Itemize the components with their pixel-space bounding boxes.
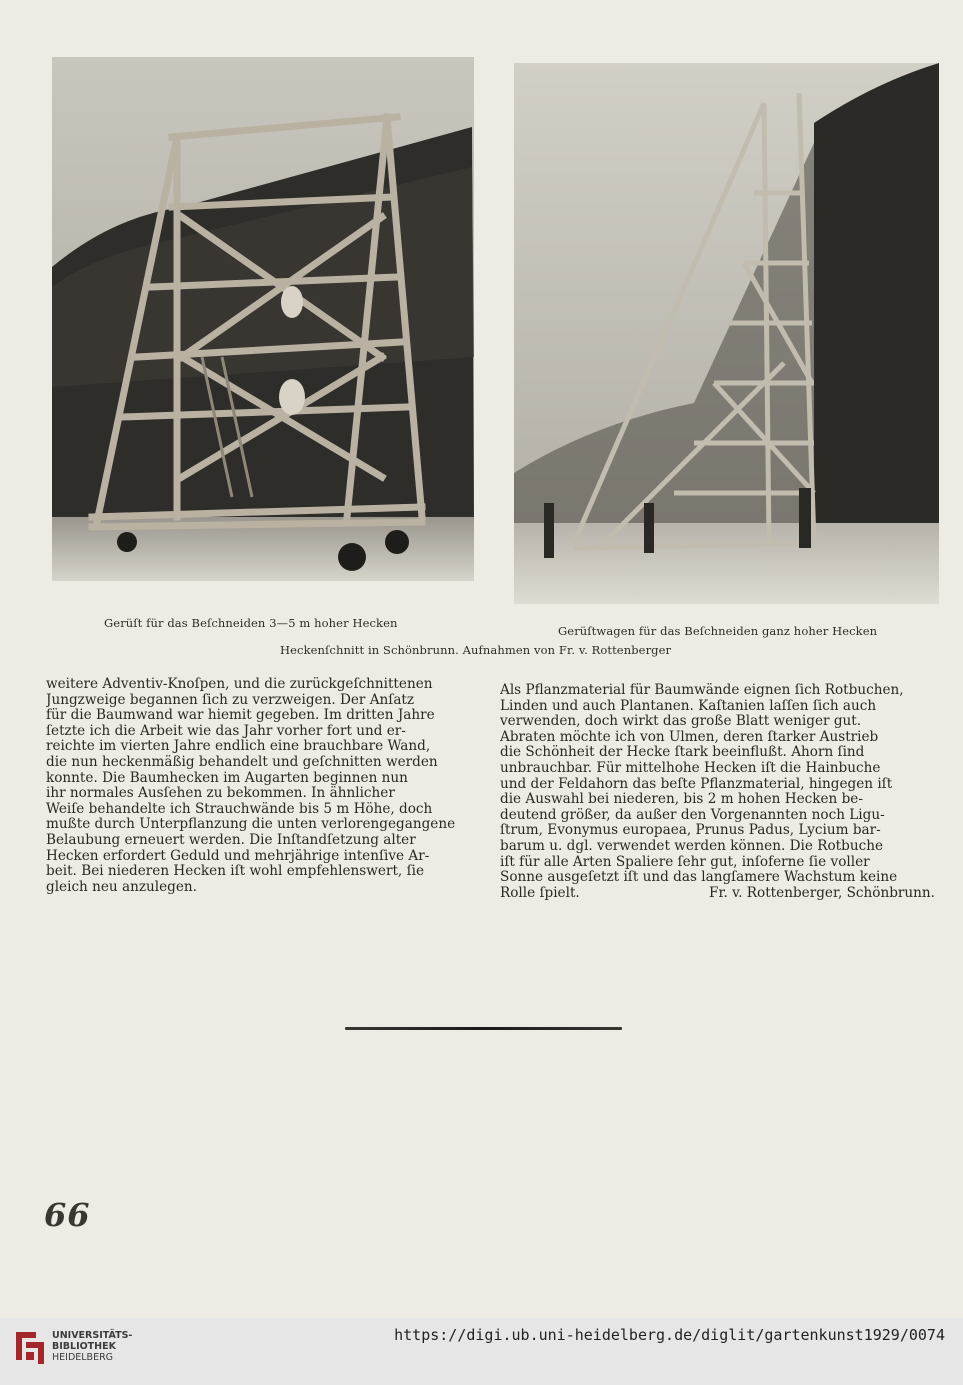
caption-right-photo: Gerüſtwagen für das Beſchneiden ganz hoher Hecken	[558, 624, 878, 638]
text-line: und der Feldahorn das beſte Pflanzmaterial, hingegen iſt	[500, 776, 893, 792]
text-line: barum u. dgl. verwendet werden können. Die Rotbuche	[500, 838, 883, 854]
source-url-link[interactable]: https://digi.ub.uni-heidelberg.de/diglit/gartenkunst1929/0074	[394, 1326, 945, 1344]
text-line: gleich neu anzulegen.	[46, 879, 197, 895]
text-line: die Auswahl bei niederen, bis 2 m hohen Hecken be-	[500, 792, 863, 808]
text-line: Jungzweige begannen ſich zu verzweigen. Der Anſatz	[46, 692, 415, 708]
page-number: 66	[44, 1196, 91, 1234]
text-line: ſtrum, Evonymus europaea, Prunus Padus, Lycium bar-	[500, 823, 881, 839]
text-line: Belaubung erneuert werden. Die Inſtandſetzung alter	[46, 832, 416, 848]
text-line: verwenden, doch wirkt das große Blatt weniger gut.	[500, 714, 862, 730]
text-line: für die Baumwand war hiemit gegeben. Im dritten Jahre	[46, 708, 435, 724]
caption-shared: Heckenſchnitt in Schönbrunn. Aufnahmen von Fr. v. Rottenberger	[280, 643, 672, 657]
text-line: reichte im vierten Jahre endlich eine brauchbare Wand,	[46, 739, 431, 755]
text-line: ihr normales Ausſehen zu bekommen. In ähnlicher	[46, 786, 395, 802]
text-line: iſt für alle Arten Spaliere ſehr gut, inſoferne ſie voller	[500, 854, 870, 870]
text-line: die nun heckenmäßig behandelt und geſchnitten werden	[46, 754, 438, 770]
text-line: weitere Adventiv-Knoſpen, und die zurückgeſchnittenen	[46, 677, 433, 692]
library-logo-icon[interactable]	[12, 1326, 48, 1366]
scaffold-photo-right	[514, 63, 939, 604]
closing-line	[500, 886, 935, 902]
text-line: Sonne ausgeſetzt iſt und das langſamere Wachstum keine	[500, 870, 898, 886]
text-line: Hecken erfordert Geduld und mehrjährige intenſive Ar-	[46, 848, 430, 864]
text-line: konnte. Die Baumhecken im Augarten beginnen nun	[46, 770, 408, 786]
text-line: die Schönheit der Hecke ſtark beeinflußt. Ahorn ſind	[500, 745, 865, 761]
text-line: Als Pflanzmaterial für Baumwände eignen ſich Rotbuchen,	[500, 683, 904, 698]
text-line: unbrauchbar. Für mittelhohe Hecken iſt die Hainbuche	[500, 760, 881, 776]
text-line: Weiſe behandelte ich Strauchwände bis 5 m Höhe, doch	[46, 801, 433, 817]
author-signature: Fr. v. Rottenberger, Schönbrunn.	[709, 884, 935, 901]
text-line: deutend größer, da außer den Vorgenannten noch Ligu-	[500, 807, 885, 823]
logo-line: HEIDELBERG	[52, 1352, 114, 1363]
text-column-right	[500, 683, 935, 901]
text-column-left	[46, 677, 476, 895]
text-line: ſetzte ich die Arbeit wie das Jahr vorher fort und er-	[46, 723, 406, 739]
text-line: Linden und auch Plantanen. Kaſtanien laſſen ſich auch	[500, 698, 877, 714]
text-line: beit. Bei niederen Hecken iſt wohl empfehlenswert, ſie	[46, 864, 424, 880]
logo-line: BIBLIOTHEK	[52, 1341, 116, 1352]
logo-line: UNIVERSITÄTS-	[52, 1330, 133, 1341]
caption-left-photo: Gerüſt für das Beſchneiden 3—5 m hoher Hecken	[104, 616, 398, 630]
library-logo-text[interactable]	[52, 1330, 132, 1363]
text-line: mußte durch Unterpflanzung die unten verlorengegangene	[46, 817, 456, 833]
scaffold-photo-left	[52, 57, 474, 581]
closing-text: Rolle ſpielt.	[500, 884, 580, 901]
text-line: Abraten möchte ich von Ulmen, deren ſtarker Austrieb	[500, 729, 879, 745]
section-divider	[345, 1027, 622, 1030]
